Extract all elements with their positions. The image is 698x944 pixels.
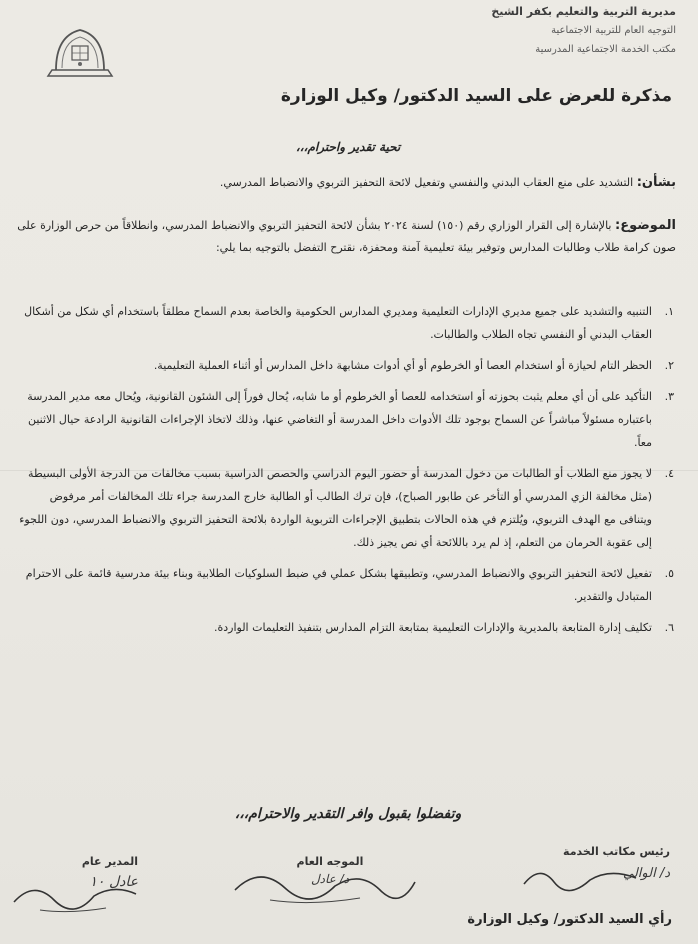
letterhead [416, 2, 676, 59]
letterhead-line-1: مديرية التربية والتعليم بكفر الشيخ [491, 5, 676, 18]
subject-line [16, 172, 676, 194]
signature-title: الموجه العام [296, 855, 364, 868]
footer-opinion-line: رأي السيد الدكتور/ وكيل الوزارة [467, 912, 672, 927]
list-item-text: التنبيه والتشديد على جميع مديري الإدارات التعليمية ومديري المدارس الحكومية والخاصة بعدم السماح مطلقاً باستخدام أي شكل من أشكال العقاب البدني أو النفسي تجاه الطلاب والطالبات. [24, 305, 652, 341]
list-item: ٥. تفعيل لائحة التحفيز التربوي والانضباط المدرسي، وتطبيقها بشكل عملي في ضبط السلوكيات الطلابية وبناء بيئة مدرسية قائمة على الاحترام المتبادل والتقدير. [25, 567, 674, 603]
list-item: ٦. تكليف إدارة المتابعة بالمديرية والإدارات التعليمية بمتابعة التزام المدارس بتنفيذ التعليمات الواردة. [213, 621, 674, 634]
handwritten-signature: عادل ١٠ [89, 874, 138, 890]
subject-text: التشديد على منع العقاب البدني والنفسي وتفعيل لائحة التحفيز التربوي والانضباط المدرسي. [219, 176, 634, 189]
signature-title: المدير عام [81, 855, 138, 868]
topic-label: الموضوع: [615, 218, 676, 233]
signature-scribble-icon [520, 862, 640, 896]
subject-label: بشأن: [636, 175, 676, 190]
list-item: ٣. التأكيد على أن أي معلم يثبت بحوزته أو استخدامه للعصا أو الخرطوم أو ما شابه، يُحال فوراً إلى الشئون القانونية، ويُحال معه مدير المدرسة باعتباره مسئولاً مباشراً عن السماح بوجود تلك الأدوات داخل المدرسة أو التغاضي عنها، وذلك لاتخاذ الإجراءات القانونية الرادعة حيال الاثنين معاً. [27, 390, 674, 449]
handwritten-signature: د/ الوالي [623, 866, 670, 881]
handwritten-signature: د/ عادل [310, 872, 350, 886]
signature-scribble-icon [230, 860, 420, 910]
list-item: ١. التنبيه والتشديد على جميع مديري الإدارات التعليمية ومديري المدارس الحكومية والخاصة بعدم السماح مطلقاً باستخدام أي شكل من أشكال العقاب البدني أو النفسي تجاه الطلاب والطالبات. [24, 305, 674, 341]
list-item: ٢. الحظر التام لحيازة أو استخدام العصا أو الخرطوم أو أي أدوات مشابهة داخل المدارس أو أثناء العملية التعليمية. [153, 359, 674, 372]
memo-title: مذكرة للعرض على السيد الدكتور/ وكيل الوزارة [280, 86, 672, 106]
list-item-text: الحظر التام لحيازة أو استخدام العصا أو الخرطوم أو أي أدوات مشابهة داخل المدارس أو أثناء العملية التعليمية. [153, 359, 652, 372]
signature-title: رئيس مكاتب الخدمة [563, 845, 670, 858]
list-item-text: لا يجوز منع الطلاب أو الطالبات من دخول المدرسة أو حضور اليوم الدراسي والحصص الدراسية بسبب مخالفات من الدرجة الأولى البسيطة (مثل مخالفة الزي المدرسي أو التأخر عن طابور الصباح)، فإن ترك الطالب أو الطالبة خارج المدرسة جراء تلك المخالفات أمر مرفوض ويتنافى مع الهدف التربوي، ويُلتزم في هذه الحالات بتطبيق الإجراءات التربوية الواردة بلائحة التحفيز التربوي والانضباط المدرسي، دون اللجوء إلى عقوبة الحرمان من التعلم، إذ لم يرد باللائحة أي نص يجيز ذلك. [19, 467, 652, 549]
list-item-text: تفعيل لائحة التحفيز التربوي والانضباط المدرسي، وتطبيقها بشكل عملي في ضبط السلوكيات الطلابية وبناء بيئة مدرسية قائمة على الاحترام المتبادل والتقدير. [25, 567, 652, 603]
letterhead-line-2: التوجيه العام للتربية الاجتماعية [551, 25, 676, 36]
list-item: ٤. لا يجوز منع الطلاب أو الطالبات من دخول المدرسة أو حضور اليوم الدراسي والحصص الدراسية بسبب مخالفات من الدرجة الأولى البسيطة (مثل مخالفة الزي المدرسي أو التأخر عن طابور الصباح)، فإن ترك الطالب أو الطالبة خارج المدرسة جراء تلك المخالفات أمر مرفوض ويتنافى مع الهدف التربوي، ويُلتزم في هذه الحالات بتطبيق الإجراءات التربوية الواردة بلائحة التحفيز التربوي والانضباط المدرسي، دون اللجوء إلى عقوبة الحرمان من التعلم، إذ لم يرد باللائحة أي نص يجيز ذلك. [19, 467, 674, 549]
list-item-text: تكليف إدارة المتابعة بالمديرية والإدارات التعليمية بمتابعة التزام المدارس بتنفيذ التعليمات الواردة. [213, 621, 652, 634]
closing-line: وتفضلوا بقبول وافر التقدير والاحترام،،، [234, 806, 462, 822]
directives-list [16, 300, 676, 647]
topic-paragraph [16, 215, 676, 259]
letterhead-line-3: مكتب الخدمة الاجتماعية المدرسية [535, 44, 676, 55]
topic-text: بالإشارة إلى القرار الوزاري رقم (١٥٠) لسنة ٢٠٢٤ بشأن لائحة التحفيز التربوي والانضباط المدرسي، وانطلاقاً من حرص الوزارة على صون كرامة طلاب وطالبات المدارس وتوفير بيئة تعليمية آمنة ومحفزة، نقترح التفضل بالتوجيه بما يلي: [17, 219, 676, 254]
greeting: تحية تقدير واحترام،،، [295, 140, 401, 154]
signature-scribble-icon [10, 876, 140, 916]
emblem-logo-icon [44, 22, 116, 80]
list-item-text: التأكيد على أن أي معلم يثبت بحوزته أو استخدامه للعصا أو الخرطوم أو ما شابه، يُحال فوراً إلى الشئون القانونية، ويُحال معه مدير المدرسة باعتباره مسئولاً مباشراً عن السماح بوجود تلك الأدوات داخل المدرسة أو التغاضي عنها، وذلك لاتخاذ الإجراءات القانونية الرادعة حيال الاثنين معاً. [27, 390, 652, 449]
